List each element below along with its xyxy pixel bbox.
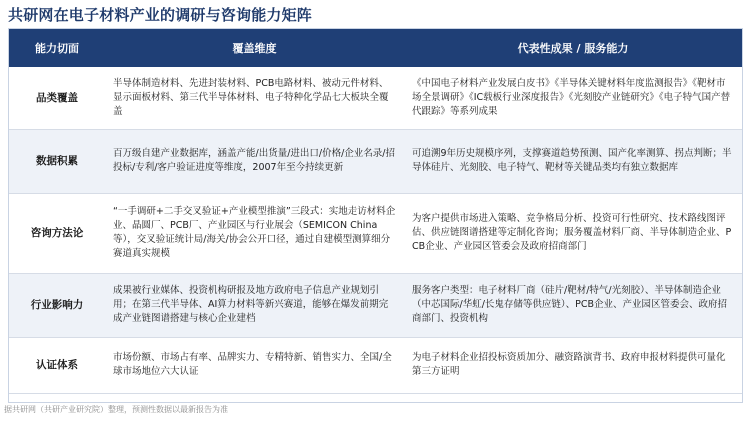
row-coverage: 市场份额、市场占有率、品牌实力、专精特新、销售实力、全国/全球市场地位六大认证 [105,337,404,393]
row-category: 品类覆盖 [9,67,105,129]
row-coverage: 百万级自建产业数据库，涵盖产能/出货量/进出口/价格/企业名录/招投标/专利/客户验证进度等维度，2007年至今持续更新 [105,129,404,193]
row-category: 咨询方法论 [9,193,105,273]
row-category: 认证体系 [9,337,105,393]
row-results: 为电子材料企业招投标资质加分、融资路演背书、政府申报材料提供可量化第三方证明 [404,337,742,393]
row-category: 数据积累 [9,129,105,193]
page-title: 共研网在电子材料产业的调研与咨询能力矩阵 [8,6,313,24]
row-results: 《中国电子材料产业发展白皮书》《半导体关键材料年度监测报告》《靶材市场全景调研》《IC载板行业深度报告》《光刻胶产业链研究》《电子特气国产替代跟踪》等系列成果 [404,67,742,129]
table-header-row [9,29,742,67]
header-capability: 能力切面 [9,29,105,67]
table-row [9,337,742,393]
row-results: 为客户提供市场进入策略、竞争格局分析、投资可行性研究、技术路线图评估、供应链图谱搭建等定制化咨询；服务覆盖材料厂商、半导体制造企业、PCB企业、产业园区管委会及政府招商部门 [404,193,742,273]
row-results: 服务客户类型：电子材料厂商（硅片/靶材/特气/光刻胶）、半导体制造企业（中芯国际/华虹/长鬼存储等供应链）、PCB企业、产业园区管委会、政府招商部门、投资机构 [404,273,742,337]
table-row [9,67,742,129]
row-coverage: 半导体制造材料、先进封装材料、PCB电路材料、被动元件材料、显示面板材料、第三代半导体材料、电子特种化学品七大板块全覆盖 [105,67,404,129]
row-results: 可追溯9年历史规模序列，支撑赛道趋势预测、国产化率测算、拐点判断；半导体硅片、光刻胶、电子特气、靶材等关键品类均有独立数据库 [404,129,742,193]
row-coverage: “一手调研+二手交叉验证+产业模型推演”三段式：实地走访材料企业、晶圆厂、PCB厂、产业园区与行业展会（SEMICON China等），交叉验证统计局/海关/协会公开口径，通过自建模型测算细分赛道真实规模 [105,193,404,273]
header-coverage: 覆盖维度 [105,29,404,67]
row-category: 行业影响力 [9,273,105,337]
table-row [9,273,742,337]
table-row [9,129,742,193]
header-results: 代表性成果 / 服务能力 [404,29,742,67]
capability-matrix-table [8,28,743,403]
row-coverage: 成果被行业媒体、投资机构研报及地方政府电子信息产业规划引用；在第三代半导体、AI算力材料等新兴赛道，能够在爆发前期完成产业链图谱搭建与核心企业建档 [105,273,404,337]
table-row [9,193,742,273]
source-note: 据共研网（共研产业研究院）整理，预测性数据以最新报告为准 [4,405,228,414]
